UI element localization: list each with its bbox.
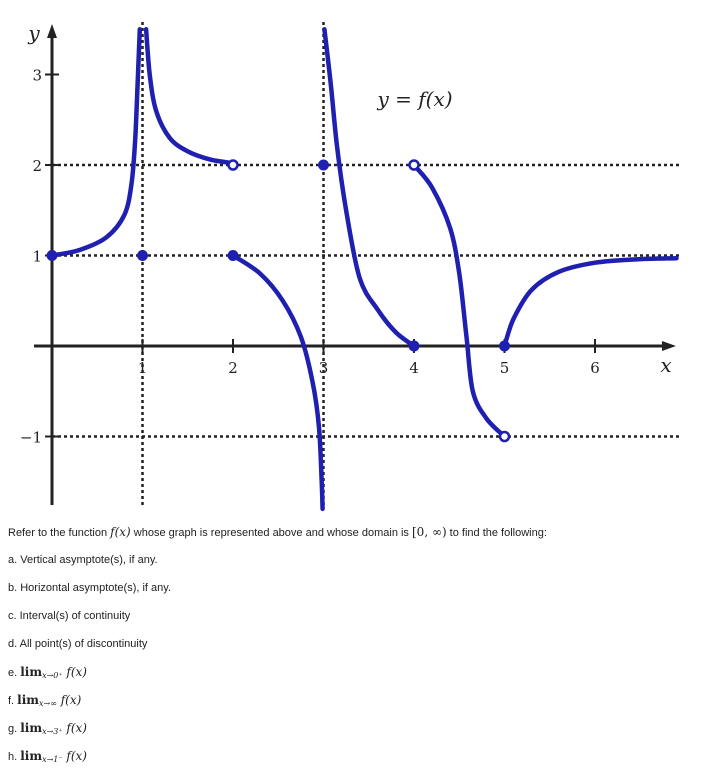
intro-part-1: Refer to the function [8, 527, 111, 539]
x-tick-label: 1 [137, 359, 148, 377]
closed-point [47, 250, 58, 261]
intro-function: f(x) [110, 525, 131, 539]
question-f-lim: lim [17, 693, 39, 707]
curve-segment-1 [52, 29, 140, 255]
x-tick-label: 6 [590, 359, 600, 377]
curve-segment-5 [414, 165, 505, 437]
x-axis-arrow [662, 341, 676, 351]
closed-point [228, 250, 239, 261]
y-tick-label: 3 [32, 66, 42, 85]
y-axis-label: y [28, 21, 40, 45]
question-f-prefix: f. [8, 695, 18, 707]
intro-domain: [0, ∞) [412, 525, 447, 539]
open-point [229, 161, 238, 170]
question-h [8, 746, 713, 774]
curve-segment-4 [324, 29, 414, 346]
curve-segment-2 [146, 29, 233, 163]
x-tick-label: 4 [409, 359, 419, 377]
y-tick-label: 2 [32, 157, 42, 175]
x-tick-label: 2 [228, 359, 238, 377]
question-c: c. Interval(s) of continuity [8, 610, 131, 622]
question-e-sub: x→0⁺ [42, 671, 63, 680]
y-axis-arrow [47, 24, 57, 38]
question-list [8, 522, 713, 774]
open-point [410, 161, 419, 170]
question-g-lim: lim [20, 721, 43, 735]
question-h-func: f(x) [62, 749, 87, 763]
question-e [8, 662, 713, 690]
question-g-prefix: g. [8, 723, 21, 735]
question-e-func: f(x) [62, 665, 87, 679]
question-g [8, 718, 713, 746]
y-tick-label: 1 [32, 247, 42, 266]
x-tick-label: 5 [499, 359, 510, 377]
question-f-func: f(x) [56, 693, 82, 707]
question-g-sub: x→3⁺ [42, 727, 63, 736]
x-tick-label: 3 [318, 359, 329, 377]
question-d: d. All point(s) of discontinuity [8, 638, 148, 650]
open-point [500, 432, 509, 441]
question-a: a. Vertical asymptote(s), if any. [8, 554, 158, 566]
question-g-func: f(x) [62, 721, 87, 735]
axis-labels [20, 21, 672, 447]
closed-point [499, 341, 510, 352]
curve-segment-6 [505, 258, 677, 346]
curve-segment-3 [233, 256, 323, 509]
closed-point [137, 250, 148, 261]
x-axis-label: x [660, 353, 672, 377]
question-e-prefix: e. [8, 667, 21, 679]
question-f [8, 690, 713, 718]
closed-point [409, 341, 420, 352]
intro-part-3: to find the following: [446, 527, 547, 539]
chart-title: y = f(x) [377, 87, 453, 111]
intro-text [8, 522, 713, 550]
question-b: b. Horizontal asymptote(s), if any. [8, 582, 172, 594]
intro-part-2: whose graph is represented above and whose domain is [130, 527, 412, 539]
question-h-sub: x→1⁻ [42, 755, 63, 764]
question-f-sub: x→∞ [39, 699, 57, 708]
closed-point [318, 160, 329, 171]
y-tick-label: −1 [19, 428, 42, 447]
question-h-lim: lim [20, 749, 43, 763]
question-h-prefix: h. [8, 751, 21, 763]
question-e-lim: lim [20, 665, 43, 679]
